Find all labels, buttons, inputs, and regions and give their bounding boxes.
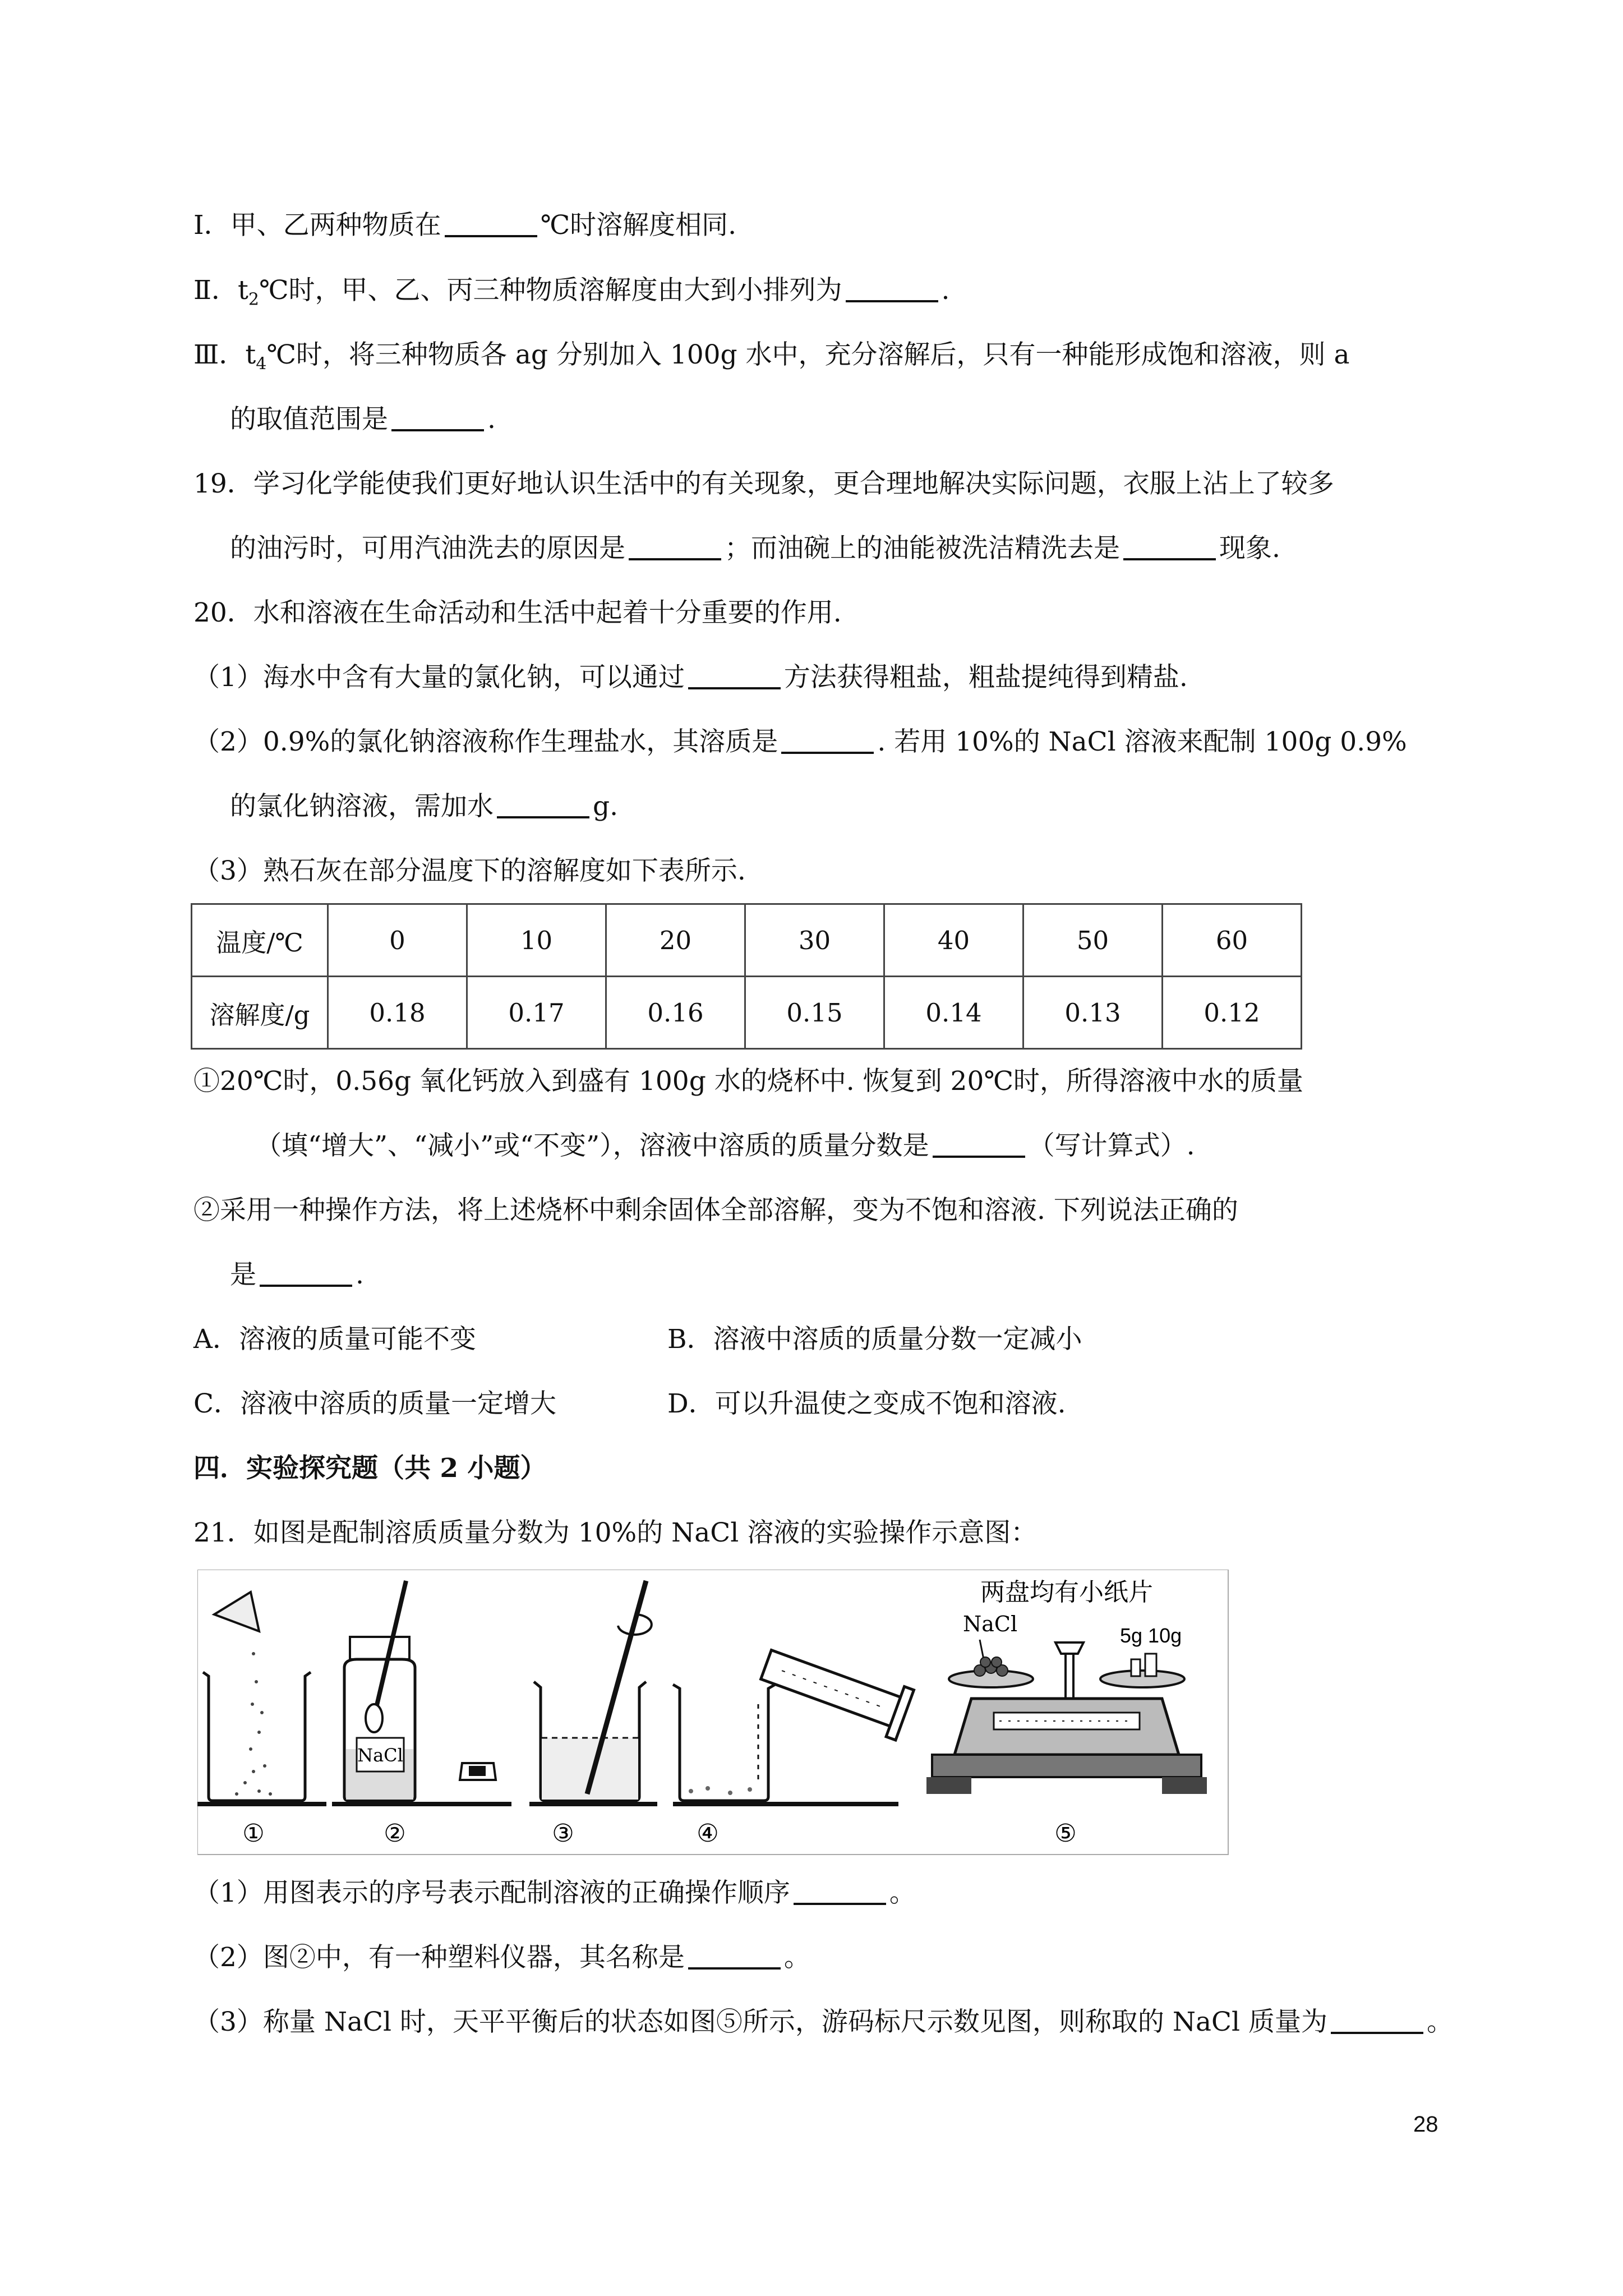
question-20-2-cont: 的氯化钠溶液，需加水 g. [230,791,619,822]
answer-blank[interactable] [933,1131,1025,1158]
subquestion-2: ②采用一种操作方法，将上述烧杯中剩余固体全部溶解，变为不饱和溶液. 下列说法正确的 [193,1195,1238,1226]
question-19: 19．学习化学能使我们更好地认识生活中的有关现象，更合理地解决实际问题，衣服上沾上了较多 [193,468,1334,499]
page-number: 28 [1413,2112,1438,2137]
answer-blank[interactable] [445,210,537,237]
table-cell: 10 [467,904,606,977]
figure-number: ⑤ [1054,1819,1077,1848]
answer-blank[interactable] [1331,2007,1423,2034]
option-b: B．溶液中溶质的质量分数一定减小 [667,1324,1082,1355]
section-heading: 四．实验探究题（共 2 小题） [193,1453,547,1484]
question-20-2: （2）0.9%的氯化钠溶液称作生理盐水，其溶质是 . 若用 10%的 NaCl 溶液来配制 100g 0.9% [193,726,1407,757]
figure-number: ④ [697,1819,719,1848]
table-cell: 0.18 [328,977,467,1049]
subquestion-2-cont: 是 . [230,1259,364,1290]
table-header-cell: 溶解度/g [192,977,328,1049]
line-iii-cont: 的取值范围是 . [230,404,496,435]
table-cell: 0.12 [1163,977,1302,1049]
question-21: 21．如图是配制溶质质量分数为 10%的 NaCl 溶液的实验操作示意图： [193,1517,1038,1548]
answer-blank[interactable] [781,727,874,754]
table-cell: 0.14 [884,977,1023,1049]
solubility-table [191,903,1302,1050]
answer-blank[interactable] [846,275,938,302]
figure-number: ① [242,1819,265,1848]
table-cell: 40 [884,904,1023,977]
experiment-figure [197,1570,1229,1856]
line-ii: Ⅱ．$t_2℃$时，甲、乙、丙三种物质溶解度由大到小排列为 . [193,275,950,310]
table-cell: 30 [745,904,884,977]
table-cell: 50 [1023,904,1163,977]
line-iii: Ⅲ．$t_4℃$时，将三种物质各 ag 分别加入 100g 水中，充分溶解后，只有一种能形成饱和溶液，则 a [193,339,1350,374]
answer-blank[interactable] [391,404,484,431]
table-cell: 20 [606,904,745,977]
question-21-1: （1）用图表示的序号表示配制溶液的正确操作顺序 。 [193,1878,916,1908]
answer-blank[interactable] [1123,533,1216,560]
table-cell: 0.15 [745,977,884,1049]
question-19-cont: 的油污时，可用汽油洗去的原因是 ；而油碗上的油能被洗洁精洗去是 现象. [230,533,1280,564]
figure-number: ② [384,1819,406,1848]
option-d: D．可以升温使之变成不饱和溶液. [667,1388,1066,1419]
subquestion-1: ①20℃时，0.56g 氧化钙放入到盛有 100g 水的烧杯中. 恢复到 20℃时，所得溶液中水的质量 [193,1066,1303,1097]
table-row [192,904,1302,977]
table-cell: 0 [328,904,467,977]
figure-number: ③ [552,1819,574,1848]
question-21-3: （3）称量 NaCl 时，天平平衡后的状态如图⑤所示，游码标尺示数见图，则称取的 NaCl 质量为 。 [193,2007,1453,2037]
option-c: C．溶液中溶质的质量一定增大 [193,1388,556,1419]
answer-blank[interactable] [497,792,589,818]
subquestion-1-cont: （填“增大”、“减小”或“不变”），溶液中溶质的质量分数是 （写计算式）. [255,1130,1195,1161]
line-i: Ⅰ．甲、乙两种物质在 ℃时溶解度相同. [193,210,737,241]
weights-label: 5g 10g [1120,1624,1182,1647]
table-cell: 0.16 [606,977,745,1049]
answer-blank[interactable] [688,662,781,689]
table-cell: 0.17 [467,977,606,1049]
question-20-3: （3）熟石灰在部分温度下的溶解度如下表所示. [193,855,746,886]
answer-blank[interactable] [260,1260,352,1287]
table-cell: 60 [1163,904,1302,977]
figure-title: 两盘均有小纸片 [980,1579,1153,1606]
table-cell: 0.13 [1023,977,1163,1049]
answer-blank[interactable] [629,533,721,560]
table-header-cell: 温度/℃ [192,904,328,977]
question-20: 20．水和溶液在生命活动和生活中起着十分重要的作用. [193,597,842,628]
answer-blank[interactable] [688,1943,781,1970]
nacl-label: NaCl [963,1612,1018,1636]
option-a: A．溶液的质量可能不变 [193,1324,476,1355]
jar-label: NaCl [357,1745,403,1766]
answer-blank[interactable] [794,1878,886,1905]
table-row [192,977,1302,1049]
question-21-2: （2）图②中，有一种塑料仪器，其名称是 。 [193,1942,810,1973]
question-20-1: （1）海水中含有大量的氯化钠，可以通过 方法获得粗盐，粗盐提纯得到精盐. [193,662,1188,693]
